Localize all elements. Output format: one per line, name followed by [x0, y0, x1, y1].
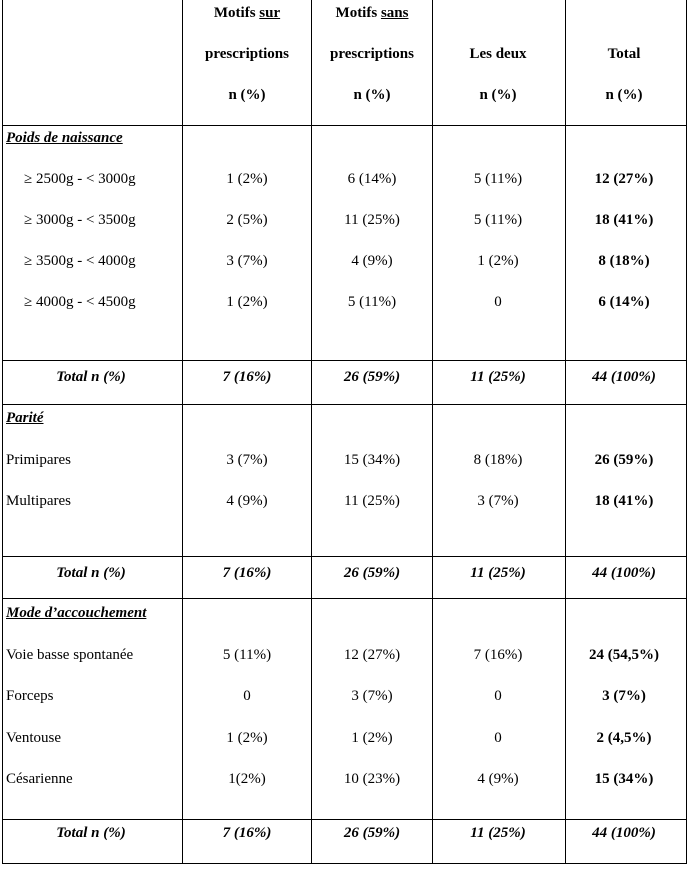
grid-line-total1-top — [2, 360, 687, 361]
grid-line-right — [686, 0, 687, 864]
total-label: Total n (%) — [56, 369, 126, 385]
cell-sur: 0 — [243, 688, 251, 704]
total-total: 44 (100%) — [592, 369, 656, 385]
total-deux: 11 (25%) — [470, 565, 526, 581]
cell-sans: 12 (27%) — [343, 647, 401, 663]
cell-deux: 5 (11%) — [473, 171, 523, 187]
grid-line-col2 — [311, 0, 312, 864]
cell-sans: 11 (25%) — [344, 212, 400, 228]
cell-sans: 5 (11%) — [347, 294, 397, 310]
section-title-birth-weight: Poids de naissance — [6, 130, 123, 146]
total-sur: 7 (16%) — [222, 369, 272, 385]
cell-total: 26 (59%) — [594, 452, 654, 468]
cell-total: 8 (18%) — [598, 253, 650, 269]
grid-line-total2-bottom — [2, 598, 687, 599]
cell-sur: 1 (2%) — [226, 294, 268, 310]
row-label: Voie basse spontanée — [6, 647, 134, 663]
cell-sur: 1(2%) — [228, 771, 266, 787]
grid-line-col4 — [565, 0, 566, 864]
cell-sur: 3 (7%) — [226, 452, 268, 468]
header-sur-line3: n (%) — [228, 87, 266, 103]
row-label: Primipares — [6, 452, 71, 468]
cell-deux: 0 — [494, 730, 502, 746]
grid-line-header-bottom — [2, 125, 687, 126]
row-label: ≥ 3000g - < 3500g — [24, 212, 136, 228]
row-label: Ventouse — [6, 730, 61, 746]
total-total: 44 (100%) — [592, 825, 656, 841]
grid-line-col3 — [432, 0, 433, 864]
cell-deux: 0 — [494, 688, 502, 704]
cell-sur: 1 (2%) — [226, 171, 268, 187]
header-deux-line2: n (%) — [479, 87, 517, 103]
header-total-line2: n (%) — [605, 87, 643, 103]
total-sans: 26 (59%) — [343, 565, 401, 581]
cell-deux: 4 (9%) — [477, 771, 519, 787]
cell-total: 15 (34%) — [594, 771, 654, 787]
cell-deux: 5 (11%) — [473, 212, 523, 228]
section-title-delivery-mode: Mode d’accouchement — [6, 605, 147, 621]
cell-total: 18 (41%) — [594, 493, 654, 509]
cell-total: 18 (41%) — [594, 212, 654, 228]
total-sans: 26 (59%) — [343, 369, 401, 385]
header-sans-line1: Motifs sans — [335, 5, 409, 21]
cell-total: 12 (27%) — [594, 171, 654, 187]
total-sans: 26 (59%) — [343, 825, 401, 841]
row-label: Césarienne — [6, 771, 73, 787]
grid-line-bottom — [2, 863, 687, 864]
total-label: Total n (%) — [56, 825, 126, 841]
cell-deux: 3 (7%) — [477, 493, 519, 509]
header-sans-line2: prescriptions — [330, 46, 414, 62]
section-title-parity: Parité — [6, 410, 44, 426]
cell-sans: 6 (14%) — [347, 171, 397, 187]
header-sur-line1: Motifs sur — [213, 5, 281, 21]
cell-sur: 2 (5%) — [226, 212, 268, 228]
total-label: Total n (%) — [56, 565, 126, 581]
grid-line-left — [2, 0, 3, 864]
cell-sans: 3 (7%) — [351, 688, 393, 704]
row-label: Forceps — [6, 688, 54, 704]
cell-sur: 4 (9%) — [226, 493, 268, 509]
total-deux: 11 (25%) — [470, 825, 526, 841]
header-deux-line1: Les deux — [469, 46, 527, 62]
cell-sans: 4 (9%) — [351, 253, 393, 269]
row-label: ≥ 3500g - < 4000g — [24, 253, 136, 269]
grid-line-total3-top — [2, 819, 687, 820]
cell-sur: 1 (2%) — [226, 730, 268, 746]
total-sur: 7 (16%) — [222, 825, 272, 841]
total-total: 44 (100%) — [592, 565, 656, 581]
cell-sans: 1 (2%) — [351, 730, 393, 746]
header-sur-line2: prescriptions — [205, 46, 289, 62]
cell-sans: 15 (34%) — [343, 452, 401, 468]
total-sur: 7 (16%) — [222, 565, 272, 581]
row-label: Multipares — [6, 493, 71, 509]
cell-total: 24 (54,5%) — [589, 647, 659, 663]
cell-deux: 1 (2%) — [477, 253, 519, 269]
cell-deux: 8 (18%) — [473, 452, 523, 468]
cell-total: 6 (14%) — [598, 294, 650, 310]
total-deux: 11 (25%) — [470, 369, 526, 385]
cell-total: 3 (7%) — [602, 688, 646, 704]
cell-total: 2 (4,5%) — [596, 730, 652, 746]
cell-sur: 3 (7%) — [226, 253, 268, 269]
row-label: ≥ 2500g - < 3000g — [24, 171, 136, 187]
row-label: ≥ 4000g - < 4500g — [24, 294, 136, 310]
cell-sans: 11 (25%) — [344, 493, 400, 509]
header-sans-line3: n (%) — [353, 87, 391, 103]
cell-deux: 7 (16%) — [473, 647, 523, 663]
cell-sur: 5 (11%) — [222, 647, 272, 663]
grid-line-total2-top — [2, 556, 687, 557]
cell-sans: 10 (23%) — [343, 771, 401, 787]
cell-deux: 0 — [494, 294, 502, 310]
grid-line-total1-bottom — [2, 404, 687, 405]
header-total-line1: Total — [607, 46, 641, 62]
grid-line-col1 — [182, 0, 183, 864]
